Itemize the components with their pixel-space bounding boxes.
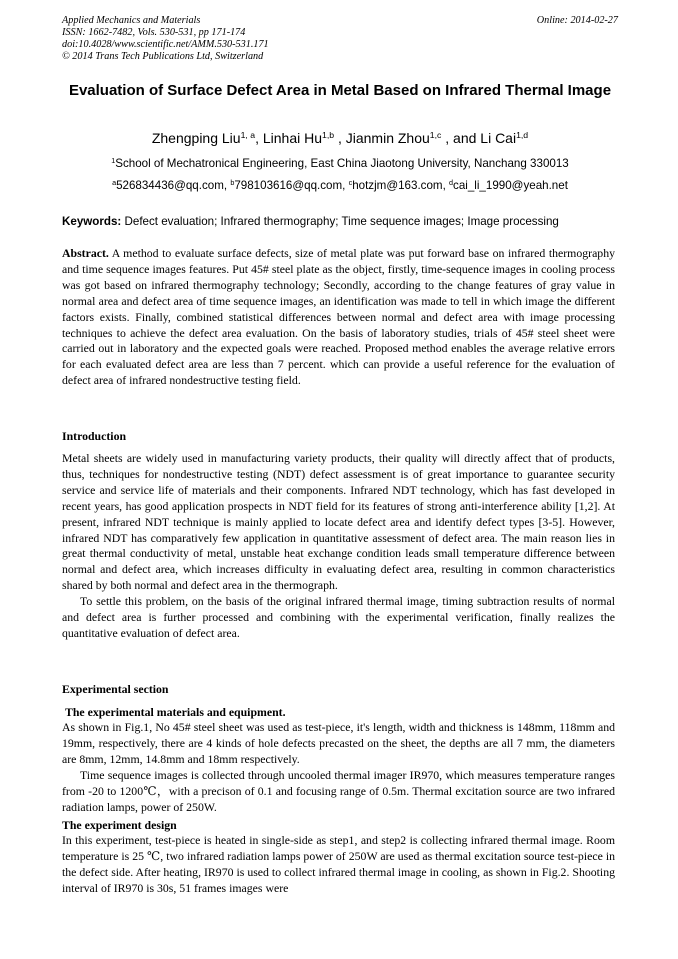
introduction-heading: Introduction <box>62 429 127 443</box>
author-list: Zhengping Liu$^{1, a}$, Linhai Hu$^{1,b}$ , Jianmin Zhou$^{1,c}$ , and Li Cai$^{1,d}$ <box>151 130 529 146</box>
paper-title: Evaluation of Surface Defect Area in Metal Based on Infrared Thermal Image <box>68 82 612 99</box>
subsection-heading: The experiment design <box>62 818 177 832</box>
subsection-heading: The experimental materials and equipment. <box>65 705 286 719</box>
author-name: Jianmin Zhou <box>345 130 430 146</box>
email: 526834436@qq.com, <box>116 179 231 192</box>
author-sup: 1,b <box>322 130 335 141</box>
copyright-line: © 2014 Trans Tech Publications Ltd, Switzerland <box>62 51 264 62</box>
keywords <box>62 215 618 229</box>
issn-line: ISSN: 1662-7482, Vols. 530-531, pp 171-174 <box>62 27 246 38</box>
journal-header <box>62 15 618 63</box>
experimental-heading: Experimental section <box>62 682 169 696</box>
journal-name: Applied Mechanics and Materials <box>62 15 201 26</box>
email: cai_li_1990@yeah.net <box>453 179 568 192</box>
paragraph: As shown in Fig.1, No 45# steel sheet was used as test-piece, it's length, width and thickness is 148mm, 118mm and 19mm, respectively, there are 4 kinds of hole defects precasted on the sheet, the depths are all 7 mm, the diameters are 8mm, 12mm, 14.8mm and 18mm respectively. <box>62 720 615 766</box>
email: hotzjm@163.com, <box>352 179 450 192</box>
paragraph: In this experiment, test-piece is heated in single-side as step1, and step2 is collecting infrared thermal image. Room temperature is 25 ℃, two infrared radiation lamps power of 250W are used as thermal excitation source test-piece in the defect side. After heating, IR970 is used to collect infrared thermal image in cooling, as shown in Fig.2. Shooting interval of IR970 is 30s, 51 frames images were <box>62 833 615 895</box>
author-name: Li Cai <box>480 130 517 146</box>
author-sup: 1, a <box>240 130 256 141</box>
abstract <box>62 246 615 389</box>
abstract-label: Abstract. <box>62 246 109 260</box>
keywords-text: Defect evaluation; Infrared thermography; Time sequence images; Image processing <box>121 215 559 228</box>
online-date: Online: 2014-02-27 <box>536 15 618 26</box>
affiliation: $^1$School of Mechatronical Engineering, East China Jiaotong University, Nanchang 330013 <box>111 156 569 170</box>
paragraph: Metal sheets are widely used in manufacturing variety products, their quality will directly affect that of products, thus, techniques for nondestructive testing (NDT) defect assessment is of great importance to guarantee security service and service life of materials and their components. Infrared NDT technology, which has fast developed in recent years, has good application prospects in NDT field for its features of strong anti-interference ability [1,2]. At present, infrared NDT technique is mainly applied to locate defect area and identify defect types [3-5]. However, infrared NDT has comparatively few application in quantitative assessment of defect area. The main reason lies in great thermal conductivity of metal, unstable heat exchange condition leads small temperature difference between normal and defect area, which increases difficulty in evaluating defect area, resulting in common characteristics shared by both normal and defect area in the thermograph. <box>62 451 615 593</box>
author-name: Zhengping Liu <box>151 130 241 146</box>
materials-body <box>62 720 615 815</box>
design-body <box>62 833 615 897</box>
email: 798103616@qq.com, <box>234 179 349 192</box>
introduction-body <box>62 451 615 642</box>
doi-line: doi:10.4028/www.scientific.net/AMM.530-531.171 <box>62 39 269 50</box>
author-sup: 1,d <box>516 130 529 141</box>
keywords-label: Keywords: <box>62 215 122 228</box>
author-name: Linhai Hu <box>262 130 322 146</box>
email-list: $^a$526834436@qq.com, $^b$798103616@qq.com, $^c$hotzjm@163.com, $^d$cai_li_1990@yeah.net <box>112 178 568 192</box>
abstract-text: A method to evaluate surface defects, size of metal plate was put forward base on infrared thermography and time sequence images features. Put 45# steel plate as the object, firstly, time-sequence images in cooling process was got based on infrared thermography technology; Secondly, according to the change features of gray value in normal area and defect area of time sequence images, an identification was made to tell in which image the different factors exists. Finally, combined statistical differences between normal and defect area with image processing techniques to achieve the defect area evaluation. On the basis of laboratory studies, trials of 45# steel sheet were carried out in laboratory and the expected goals were reached. Proposed method enables the average relative errors for each evaluated defect area are less than 7 percent. which can provide a useful reference for the evaluation of defect area of infrared nondestructive testing field. <box>62 246 615 388</box>
paragraph: Time sequence images is collected through uncooled thermal imager IR970, which measures temperature ranges from -20 to 1200℃，with a precison of 0.1 and focusing range of 0.5m. Thermal excitation source are two infrared radiation lamps, power of 250W. <box>62 767 615 814</box>
paragraph: To settle this problem, on the basis of the original infrared thermal image, timing subtraction results of normal and defect area is further processed and combining with the experimental verification, finally realizes the quantitative evaluation of defect area. <box>62 594 615 640</box>
author-sup: 1,c <box>429 130 442 141</box>
